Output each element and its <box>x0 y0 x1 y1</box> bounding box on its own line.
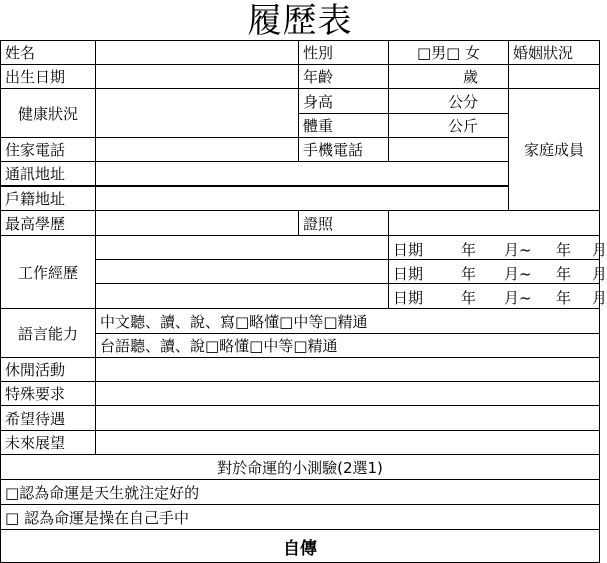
work-month-end: 月 <box>592 289 607 307</box>
form-title: 履歷表 <box>247 1 353 41</box>
label-name: 姓名 <box>0 40 96 65</box>
work-year-start: 年 <box>461 241 477 259</box>
special-field[interactable] <box>95 381 600 406</box>
quiz-title: 對於命運的小測驗(2選1) <box>0 454 600 480</box>
label-future: 未來展望 <box>0 430 96 455</box>
label-family: 家庭成員 <box>508 88 600 211</box>
education-field[interactable] <box>95 210 299 236</box>
label-age: 年齡 <box>298 64 389 89</box>
label-work: 工作經歷 <box>0 235 96 309</box>
work-year-end: 年 <box>556 265 572 283</box>
label-license: 證照 <box>298 210 389 236</box>
work-date-label: 日期 <box>393 265 424 283</box>
label-home-phone: 住家電話 <box>0 137 96 162</box>
label-mail-address: 通訊地址 <box>0 161 96 186</box>
label-marital: 婚姻狀況 <box>508 40 600 65</box>
work-field-3[interactable] <box>95 283 389 309</box>
marital-field[interactable] <box>508 64 600 89</box>
mail-address-field[interactable] <box>95 161 509 186</box>
language-taiwanese[interactable]: 台語聽、讀、說□略懂□中等□精通 <box>95 333 600 358</box>
label-salary: 希望待遇 <box>0 405 96 431</box>
work-date-label: 日期 <box>393 289 424 307</box>
work-year-start: 年 <box>461 289 477 307</box>
birthdate-field[interactable] <box>95 64 299 89</box>
home-phone-field[interactable] <box>95 137 299 162</box>
work-month-end: 月 <box>592 265 607 283</box>
label-special: 特殊要求 <box>0 381 96 406</box>
label-health: 健康狀況 <box>0 88 96 138</box>
license-field[interactable] <box>388 210 600 236</box>
gender-options[interactable]: □男□ 女 <box>388 40 509 65</box>
label-education: 最高學歷 <box>0 210 96 236</box>
label-gender: 性別 <box>298 40 389 65</box>
work-date-label: 日期 <box>393 241 424 259</box>
label-height: 身高 <box>298 88 389 114</box>
registered-address-field[interactable] <box>95 186 509 211</box>
work-month-end: 月 <box>592 241 607 259</box>
future-field[interactable] <box>95 430 600 455</box>
leisure-field[interactable] <box>95 357 600 382</box>
work-date-3[interactable] <box>388 283 607 309</box>
label-birthdate: 出生日期 <box>0 64 96 89</box>
quiz-option-1[interactable]: □認為命運是天生就注定好的 <box>0 479 600 505</box>
language-chinese[interactable]: 中文聽、讀、說、寫□略懂□中等□精通 <box>95 308 600 334</box>
work-date-2[interactable] <box>388 259 607 284</box>
mobile-field[interactable] <box>388 137 509 162</box>
salary-field[interactable] <box>95 405 600 431</box>
label-registered-address: 戶籍地址 <box>0 186 96 211</box>
height-unit: 公分 <box>388 88 509 114</box>
label-mobile: 手機電話 <box>298 137 389 162</box>
health-field[interactable] <box>95 88 299 138</box>
work-year-end: 年 <box>556 241 572 259</box>
weight-unit: 公斤 <box>388 113 509 138</box>
age-unit: 歲 <box>388 64 509 89</box>
label-language: 語言能力 <box>0 308 96 358</box>
quiz-option-2[interactable]: □ 認為命運是操在自己手中 <box>0 504 600 530</box>
name-field[interactable] <box>95 40 299 65</box>
work-field-1[interactable] <box>95 235 389 260</box>
label-weight: 體重 <box>298 113 389 138</box>
work-month-start: 月~ <box>504 265 532 283</box>
label-leisure: 休閒活動 <box>0 357 96 382</box>
work-month-start: 月~ <box>504 241 532 259</box>
autobiography-title: 自傳 <box>0 529 600 563</box>
work-month-start: 月~ <box>504 289 532 307</box>
work-year-end: 年 <box>556 289 572 307</box>
work-field-2[interactable] <box>95 259 389 284</box>
work-date-1[interactable] <box>388 235 607 260</box>
work-year-start: 年 <box>461 265 477 283</box>
